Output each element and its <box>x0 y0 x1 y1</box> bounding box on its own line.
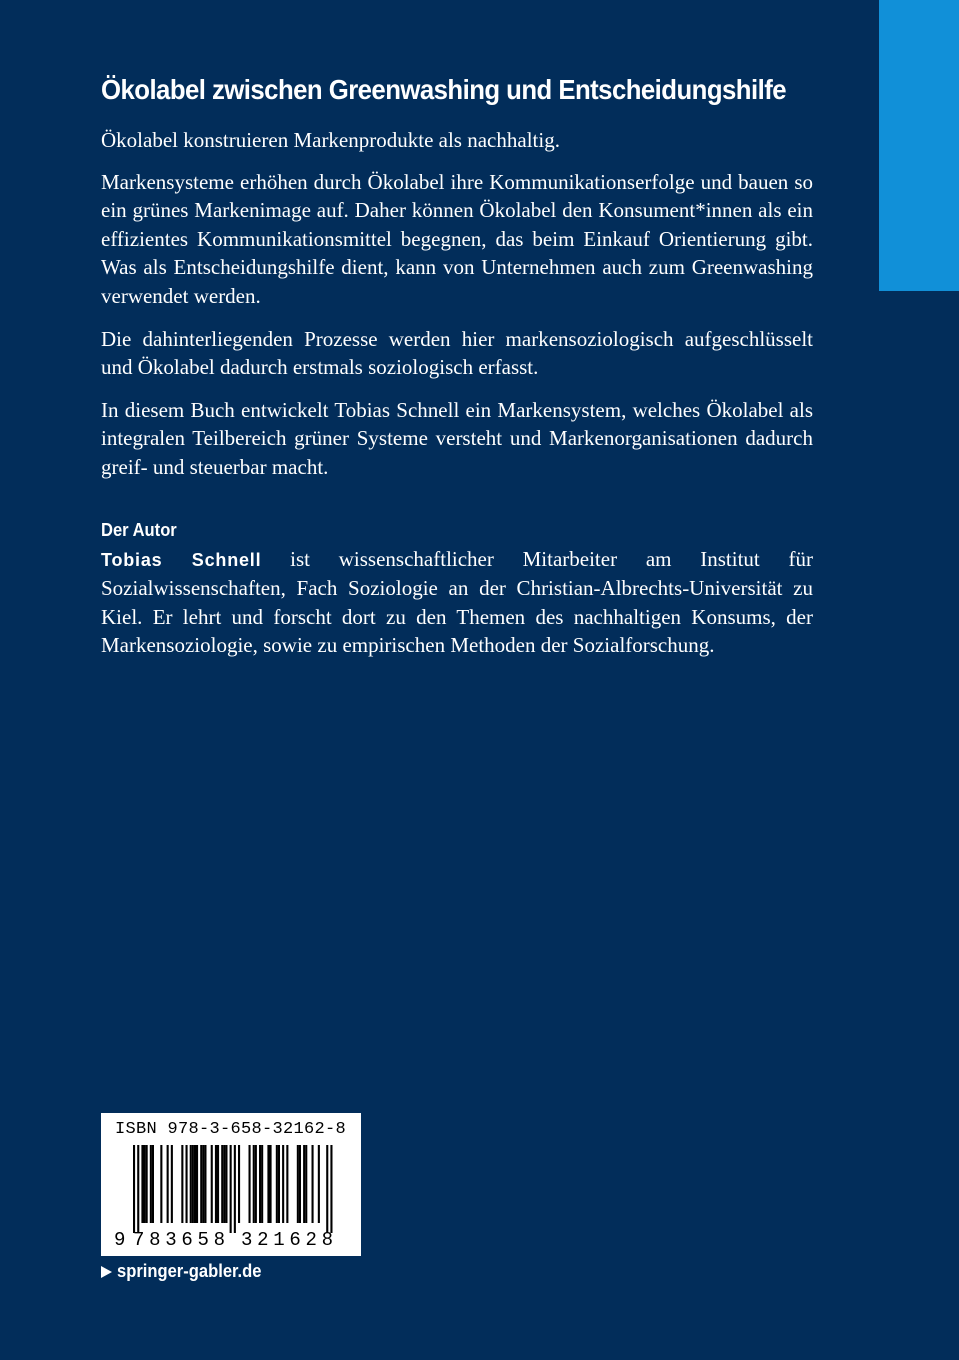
barcode-bar <box>137 1145 139 1233</box>
barcode-bar <box>299 1145 301 1223</box>
barcode-bar <box>204 1145 206 1223</box>
barcode-left-digits: 783658 <box>133 1229 225 1251</box>
barcode-bar <box>144 1145 146 1223</box>
barcode-bar <box>167 1145 169 1223</box>
barcode-bar <box>267 1145 269 1223</box>
barcode-bar <box>278 1145 280 1223</box>
barcode-bar <box>330 1145 332 1233</box>
accent-bar <box>879 0 959 291</box>
barcode-bar <box>141 1145 143 1223</box>
isbn-label: ISBN 978-3-658-32162-8 <box>115 1120 347 1139</box>
barcode-bar <box>303 1145 305 1223</box>
barcode-bar <box>238 1145 240 1223</box>
barcode-right-digits: 321628 <box>241 1229 333 1251</box>
barcode-bar <box>261 1145 263 1223</box>
barcode-bar <box>286 1145 288 1223</box>
barcode-bar <box>255 1145 257 1223</box>
barcode-bar <box>146 1145 148 1223</box>
barcode-first-digit: 9 <box>114 1229 126 1251</box>
barcode-bar <box>200 1145 202 1223</box>
barcode-bar <box>160 1145 162 1223</box>
barcode-bar <box>312 1145 314 1223</box>
barcode-bar <box>186 1145 188 1223</box>
author-bio-text: ist wissenschaftlicher Mitarbeiter am Institut für Sozialwissenschaften, Fach Soziologie an der Christian-Albrechts-Universität zu Kiel. Er lehrt und forscht dort zu den Themen des nachhaltigen Konsums, der Markensoziologie, sowie zu empirischen Methoden der Sozialforschung. <box>101 546 813 658</box>
barcode-bar <box>181 1145 183 1223</box>
barcode-bar <box>171 1145 173 1223</box>
barcode-bar <box>196 1145 198 1223</box>
barcode-bar <box>215 1145 217 1223</box>
barcode-bar <box>190 1145 192 1223</box>
barcode-bar <box>276 1145 278 1223</box>
blurb-paragraph-2: Markensysteme erhöhen durch Ökolabel ihre Kommunikationserfolge und bauen so ein grünes Markenimage auf. Daher können Ökolabel den Konsument*innen als ein effizientes Kommunikationsmittel begegnen, das beim Einkauf Orientierung gibt. Was als Entscheidungshilfe dient, kann von Unternehmen auch zum Greenwashing verwendet werden. <box>101 169 813 308</box>
barcode-bar <box>217 1145 219 1223</box>
barcode-bar <box>133 1145 135 1233</box>
barcode-bar <box>152 1145 154 1223</box>
blurb-paragraph-3: Die dahinterliegenden Prozesse werden hier markensoziologisch aufgeschlüsselt und Ökolabel dadurch erstmals soziologisch erfasst. <box>101 326 813 380</box>
back-cover-content <box>101 70 813 660</box>
blurb-paragraph-1: Ökolabel konstruieren Markenprodukte als nachhaltig. <box>101 128 560 152</box>
barcode-bar <box>150 1145 152 1223</box>
barcode-bar <box>249 1145 251 1223</box>
publisher-url[interactable]: springer-gabler.de <box>117 1261 262 1281</box>
barcode-bars <box>133 1145 333 1233</box>
barcode-bar <box>270 1145 272 1223</box>
barcode-bar <box>318 1145 320 1223</box>
barcode-bar <box>305 1145 307 1223</box>
barcode-bar <box>253 1145 255 1223</box>
barcode-graphic <box>101 1113 361 1256</box>
barcode-bar <box>297 1145 299 1223</box>
barcode-bar <box>211 1145 213 1223</box>
barcode-bar <box>202 1145 204 1223</box>
publisher-link[interactable] <box>101 1261 274 1282</box>
barcode-bar <box>234 1145 236 1233</box>
author-name: Tobias Schnell <box>101 549 262 570</box>
isbn-barcode <box>101 1113 361 1256</box>
barcode-bar <box>259 1145 261 1223</box>
barcode-bar <box>282 1145 284 1223</box>
barcode-bar <box>221 1145 223 1223</box>
author-bio <box>101 545 813 660</box>
barcode-bar <box>230 1145 232 1233</box>
barcode-bar <box>326 1145 328 1233</box>
arrow-right-icon <box>101 1266 112 1278</box>
book-title: Ökolabel zwischen Greenwashing und Entscheidungshilfe <box>101 74 786 105</box>
barcode-bar <box>225 1145 227 1223</box>
author-heading: Der Autor <box>101 519 177 540</box>
blurb-paragraph-4: In diesem Buch entwickelt Tobias Schnell ein Markensystem, welches Ökolabel als integralen Teilbereich grüner Systeme versteht und Markenorganisationen dadurch greif- und steuerbar macht. <box>101 397 813 479</box>
barcode-bar <box>223 1145 225 1223</box>
barcode-bar <box>194 1145 196 1223</box>
barcode-bar <box>192 1145 194 1223</box>
